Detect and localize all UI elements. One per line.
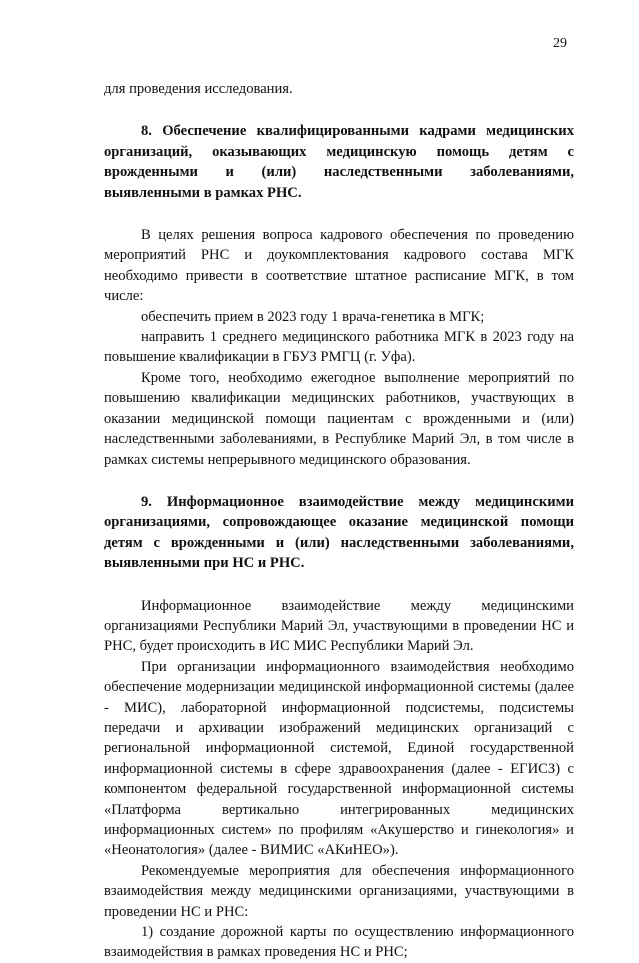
section-9-paragraph-3: Рекомендуемые мероприятия для обеспечения информационного взаимодействия между медицинскими организациями, участвующими в проведении НС и РНС: bbox=[104, 862, 574, 920]
document-body bbox=[104, 79, 574, 963]
section-8-paragraph-4: Кроме того, необходимо ежегодное выполнение мероприятий по повышению квалификации медицинских работников, участвующих в оказании медицинской помощи пациентам с врожденными и (или) наследственными заболеваниями, в Республике Марий Эл, в том числе в рамках системы непрерывного медицинского образования. bbox=[104, 369, 574, 468]
section-8-paragraph-3: направить 1 среднего медицинского работника МГК в 2023 году на повышение квалификации в ГБУЗ РМГЦ (г. Уфа). bbox=[104, 329, 574, 366]
section-9-paragraph-1: Информационное взаимодействие между медицинскими организациями Республики Марий Эл, участвующими в проведении НС и РНС, будет происходить в ИС МИС Республики Марий Эл. bbox=[104, 597, 574, 655]
section-8-heading: 8. Обеспечение квалифицированными кадрами медицинских организаций, оказывающих медицинскую помощь детям с врожденными и (или) наследственными заболеваниями, выявленными в рамках РНС. bbox=[104, 123, 574, 201]
page-number: 29 bbox=[553, 36, 567, 51]
section-8-paragraph-1: В целях решения вопроса кадрового обеспечения по проведению мероприятий РНС и доукомплектования кадрового состава МГК необходимо привести в соответствие штатное расписание МГК, в том числе: bbox=[104, 227, 574, 305]
section-8-paragraph-2: обеспечить прием в 2023 году 1 врача-генетика в МГК; bbox=[141, 308, 485, 325]
intro-line: для проведения исследования. bbox=[104, 81, 293, 97]
section-9-paragraph-2: При организации информационного взаимодействия необходимо обеспечение модернизации медицинской информационной системы (далее - МИС), лабораторной информационной подсистемы, подсистемы передачи и архивации изображений медицинских организаций с региональной информационной системой, Единой государственной информационной системы в сфере здравоохранения (далее - ЕГИСЗ) с компонентом федеральной государственной информационной системы «Платформа вертикально интегрированных медицинских информационных систем» по профилям «Акушерство и гинекология» и «Неонатология» (далее - ВИМИС «АКиНЕО»). bbox=[104, 658, 574, 859]
section-9-paragraph-4: 1) создание дорожной карты по осуществлению информационного взаимодействия в рамках проведения НС и РНС; bbox=[104, 924, 574, 961]
section-9-heading: 9. Информационное взаимодействие между медицинскими организациями, сопровождающее оказание медицинской помощи детям с врожденными и (или) наследственными заболеваниями, выявленными при НС и РНС. bbox=[104, 493, 574, 572]
